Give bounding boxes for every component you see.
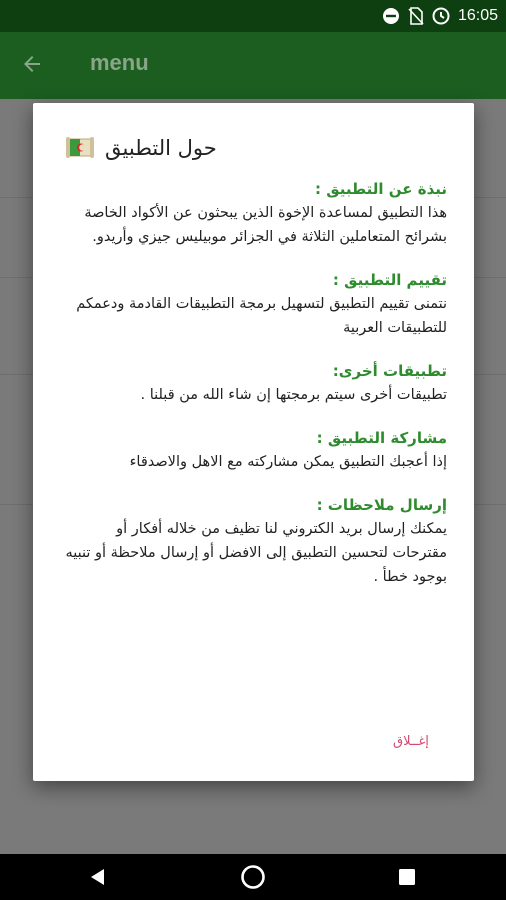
back-triangle-icon[interactable]: [88, 867, 108, 891]
section-about: [65, 177, 447, 249]
close-button[interactable]: إغــلاق: [393, 734, 429, 749]
status-bar: [0, 0, 506, 32]
recents-square-icon[interactable]: [398, 868, 416, 890]
arrow-back-icon[interactable]: [20, 52, 44, 80]
section-rating: [65, 268, 447, 340]
flag-scroll-icon: [65, 135, 97, 161]
section-heading: تطبيقات أخرى:: [332, 362, 447, 380]
dialog-body: [65, 177, 447, 608]
section-heading: نبذة عن التطبيق :: [315, 180, 447, 198]
do-not-disturb-icon: [382, 7, 400, 25]
app-bar: [0, 32, 506, 99]
section-text: تطبيقات أخرى سيتم برمجتها إن شاء الله من قبلنا .: [140, 387, 447, 403]
about-dialog: [33, 103, 474, 781]
home-circle-icon[interactable]: [240, 864, 266, 894]
section-text: يمكنك إرسال بريد الكتروني لنا تظيف من خلاله أفكار أو مقترحات لتحسين التطبيق إلى الافضل أو إرسال ملاحظة أو تنبيه بوجود خطأ .: [65, 521, 447, 585]
section-text: إذا أعجبك التطبيق يمكن مشاركته مع الاهل والاصدقاء: [129, 454, 447, 470]
section-heading: تقييم التطبيق :: [332, 271, 447, 289]
no-sim-icon: [408, 7, 424, 25]
dialog-header: [65, 131, 444, 165]
section-heading: مشاركة التطبيق :: [316, 429, 447, 447]
dialog-title: حول التطبيق: [105, 136, 217, 160]
clock: 16:05: [457, 7, 498, 24]
section-text: هذا التطبيق لمساعدة الإخوة الذين يبحثون عن الأكواد الخاصة بشرائح المتعاملين الثلاثة في الجزائر موبيليس جيزي وأريدو.: [84, 205, 447, 245]
data-saver-icon: [432, 7, 450, 25]
status-icons: [382, 0, 498, 32]
navigation-bar: [0, 854, 506, 900]
section-heading: إرسال ملاحظات :: [316, 496, 447, 514]
section-text: نتمنى تقييم التطبيق لتسهيل برمجة التطبيقات القادمة ودعمكم للتطبيقات العربية: [76, 296, 447, 336]
section-feedback: [65, 493, 447, 589]
section-other-apps: [65, 359, 447, 407]
app-title: menu: [90, 50, 149, 75]
section-share: [65, 426, 447, 474]
